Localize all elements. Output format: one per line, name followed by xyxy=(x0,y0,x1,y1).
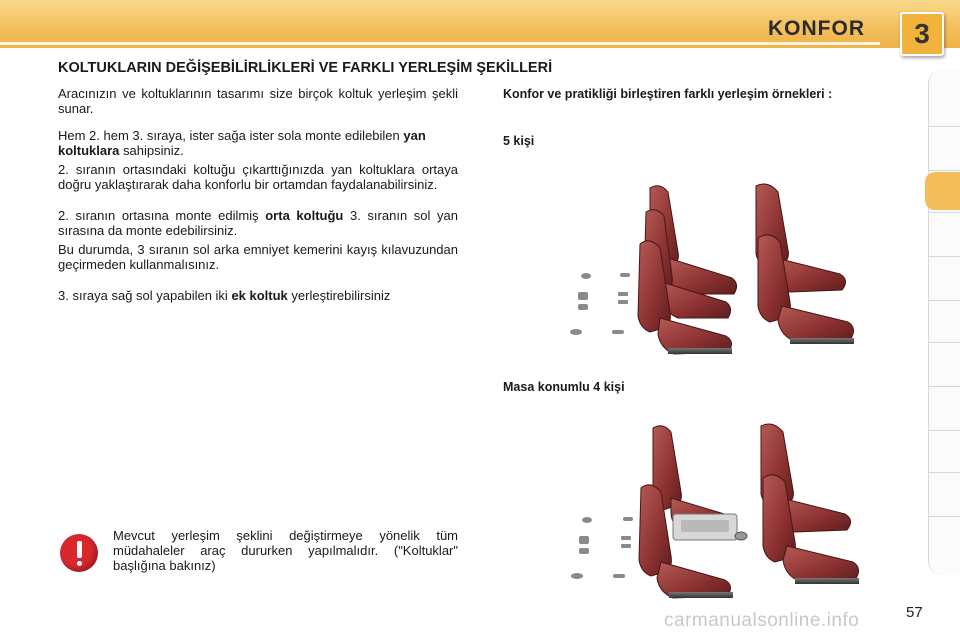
paragraph-side-seats xyxy=(58,128,458,158)
seat-layout-4-table-illustration xyxy=(565,420,875,605)
seat-base xyxy=(795,578,859,584)
layout-5-seats-label: 5 kişi xyxy=(503,134,535,148)
side-tab-divider xyxy=(929,516,960,517)
exclamation-bar xyxy=(77,541,82,558)
layout-4-seats-table-label: Masa konumlu 4 kişi xyxy=(503,380,625,394)
text-fragment: 3. sıraya sağ sol yapabilen iki xyxy=(58,288,232,303)
chapter-number-badge: 3 xyxy=(900,12,944,56)
side-tab-divider xyxy=(929,386,960,387)
text-fragment: Hem 2. hem 3. sıraya, ister sağa ister sola monte edilebilen xyxy=(58,128,404,143)
table-console-icon xyxy=(673,514,747,540)
term-middle-seat: orta koltuğu xyxy=(265,208,344,223)
term-side-seats: yan koltuklara xyxy=(58,128,426,158)
side-tab-divider xyxy=(929,170,960,171)
exclamation-dot xyxy=(77,561,82,566)
seat-base xyxy=(668,348,732,354)
watermark: carmanualsonline.info xyxy=(664,610,860,631)
text-fragment: sahipsiniz. xyxy=(119,143,184,158)
seat-base xyxy=(790,338,854,344)
chapter-title: KONFOR xyxy=(768,17,865,40)
floor-anchors-icon xyxy=(570,273,630,335)
side-tab-divider xyxy=(929,126,960,127)
page-number: 57 xyxy=(906,604,923,621)
side-tab-divider xyxy=(929,300,960,301)
text-fragment: yerleştirebilirsiniz xyxy=(287,288,391,303)
chapter-side-tabs xyxy=(928,70,960,575)
section-title: KOLTUKLARIN DEĞİŞEBİLİRLİKLERİ VE FARKLI YERLEŞİM ŞEKİLLERİ xyxy=(58,60,553,76)
floor-anchors-icon xyxy=(571,517,633,579)
text-fragment: 3. sıranın sol yan sırasına da monte edebilirsiniz. xyxy=(58,208,458,238)
side-tab-divider xyxy=(929,256,960,257)
paragraph-extra-seats xyxy=(58,288,458,303)
warning-exclamation-icon xyxy=(60,534,98,572)
third-row-seats xyxy=(756,184,854,342)
text-fragment: 2. sıranın ortasına monte edilmiş xyxy=(58,208,266,223)
side-tab-divider xyxy=(929,212,960,213)
second-row-seats xyxy=(638,186,737,354)
side-tab-chapter-3[interactable] xyxy=(925,172,960,210)
side-tab-divider xyxy=(929,342,960,343)
seat-base xyxy=(669,592,733,598)
paragraph-seatbelt: Bu durumda, 3 sıranın sol arka emniyet kemerini kayış kılavuzundan geçirmeden kullanmalısınız. xyxy=(58,242,458,272)
warning-text: Mevcut yerleşim şeklini değiştirmeye yönelik tüm müdahaleler araç dururken yapılmalıdır. ("Koltuklar" başlığına bakınız) xyxy=(113,528,458,573)
paragraph-remove-middle: 2. sıranın ortasındaki koltuğu çıkarttığınızda yan koltuklara ortaya doğru yaklaştırarak daha konforlu bir ortamdan faydalanabilirsiniz. xyxy=(58,162,458,192)
header-rule xyxy=(0,42,880,45)
third-row-seats xyxy=(761,424,859,582)
paragraph-middle-seat xyxy=(58,208,458,238)
examples-heading: Konfor ve pratikliği birleştiren farklı yerleşim örnekleri : xyxy=(503,87,833,101)
intro-text-column xyxy=(58,86,458,313)
term-extra-seat: ek koltuk xyxy=(231,288,288,303)
side-tab-divider xyxy=(929,430,960,431)
seat-layout-5-illustration xyxy=(560,178,870,358)
side-tab-divider xyxy=(929,472,960,473)
paragraph-intro: Aracınızın ve koltuklarının tasarımı size birçok koltuk yerleşim şekli sunar. xyxy=(58,86,458,116)
second-row-seats xyxy=(639,426,736,598)
